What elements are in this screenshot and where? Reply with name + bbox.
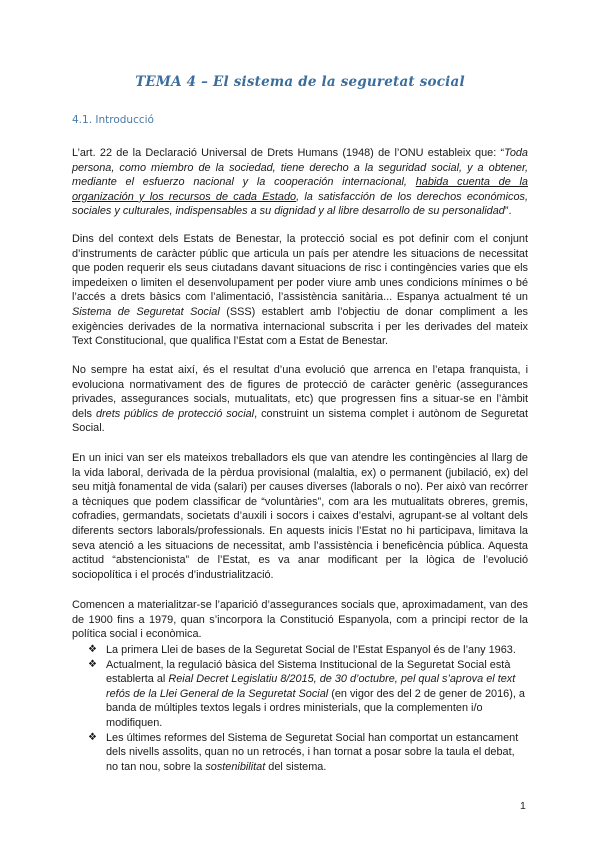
list-item — [72, 643, 528, 658]
b2-text: Actualment, la regulació bàsica del Sistema Institucional de la Seguretat Social està establerta al — [106, 658, 511, 686]
paragraph-article-22 — [72, 146, 528, 219]
document-title: TEMA 4 – El sistema de la seguretat social — [135, 74, 465, 90]
diamond-bullet-icon: ❖ — [88, 644, 97, 655]
p2-text: Dins del context dels Estats de Benestar, la protecció social es pot definir com el conjunt d’instruments de caràcter públic que articula un país per atendre les situacions de necessitat que poden requerir els seus ciutadans davant situacions de risc i contingències varies que els impedeixen o limiten el desenvolupament per poder viure amb unes condicions mínimes o bé l’accés a drets bàsics com l’alimentació, l’assistència sanitària... Espanya actualment té un — [72, 233, 528, 304]
paragraph-workers-origin — [72, 451, 528, 582]
b2-text-end: (en vigor des del 2 de gener de 2016), a banda de múltiples textos legals i ordres ministerials, que la complementen i/o modifiquen. — [106, 687, 525, 729]
section-heading: 4.1. Introducció — [72, 114, 154, 126]
b3-text: Les últimes reformes del Sistema de Seguretat Social han comportat un estancament dels nivells assolits, quan no un retrocés, i han tornat a posar sobre la taula el debat, no tan nou, sobre la — [106, 731, 519, 773]
p4-text: En un inici van ser els mateixos treballadors els que van atendre les contingències al llarg de la vida laboral, derivada de la pèrdua provisional (malaltia, ex) o permanent (jubilació, ex) del seu mitjà fonamental de vida (salari) per causes diverses (laborals o no). Per això van recórrer a tècniques que podem classificar de “voluntàries”, com ara les mutualitats obreres, gremis, cofradies, germandats, societats d’auxili i socors i caixes d’estalvi, agrupant-se al voltant dels diferents sectors laborals/professionals. En aquests inicis l’Estat no hi participava, limitava la seva atenció a les situacions de necessitat, amb l’assistència i beneficència pública. Aquesta actitud “abstencionista” de l’Estat, es va anar modificant per la lògica de l’evolució sociopolítica i el procés d’industrialització. — [72, 452, 528, 581]
p3-text: No sempre ha estat així, és el resultat d’una evolució que arrenca en l’etapa franquista, i evoluciona normativament des de figures de protecció de caràcter genèric (assegurances privades, assegurances socials, mutualitats, etc) que progressen fins a situar-se en l’àmbit dels — [72, 364, 528, 420]
p1-text-end: ”. — [504, 205, 512, 218]
p2-italic: Sistema de Seguretat Social — [72, 305, 220, 318]
paragraph-evolution — [72, 363, 528, 436]
list-item — [72, 658, 528, 731]
p1-quote: Toda persona, como miembro de la sociedad, tiene derecho a la seguridad social, y a obtener, mediante el esfuerzo nacional y la cooperación internacional, — [72, 147, 528, 189]
p3-italic: drets públics de protecció social — [95, 407, 255, 420]
p2-text-end: (SSS) establert amb l’objectiu de donar compliment a les exigències derivades de la normativa internacional subscrita i per les derivades del mateix Text Constitucional, que qualifica l’Estat com a Estat de Benestar. — [72, 305, 528, 348]
diamond-bullet-icon: ❖ — [88, 731, 97, 743]
b3-text-end: del sistema. — [265, 760, 327, 773]
bullet-list — [72, 643, 528, 774]
b2-italic: Reial Decret Legislatiu 8/2015, de 30 d’octubre, pel qual s’aprova el text refós de la Llei General de la Seguretat Social — [106, 673, 516, 700]
p1-quote-end: , la satisfacción de los derechos económicos, sociales y culturales, indispensables a su dignidad y al libre desarrollo de su personalidad — [72, 190, 529, 218]
diamond-bullet-icon: ❖ — [88, 658, 97, 670]
p5-text: Comencen a materialitzar-se l’aparició d’assegurances socials que, aproximadament, van des de 1900 fins a 1979, quan s’incorpora la Constitució Espanyola, com a principi rector de la política social i econòmica. — [72, 599, 528, 641]
p3-text-end: , construint un sistema complet i autònom de Seguretat Social. — [72, 407, 528, 435]
paragraph-social-insurance — [72, 598, 528, 642]
list-item — [72, 731, 528, 775]
b3-italic: sostenibilitat — [205, 760, 266, 773]
paragraph-welfare-state — [72, 232, 528, 349]
p1-quote-underlined: habida cuenta de la organización y los recursos de cada Estado — [72, 176, 528, 203]
p1-text: L’art. 22 de la Declaració Universal de Drets Humans (1948) de l’ONU estableix que: “ — [72, 147, 505, 159]
b1-text: La primera Llei de bases de la Seguretat Social de l’Estat Espanyol és de l’any 1963. — [106, 644, 516, 656]
page-number: 1 — [520, 800, 526, 812]
